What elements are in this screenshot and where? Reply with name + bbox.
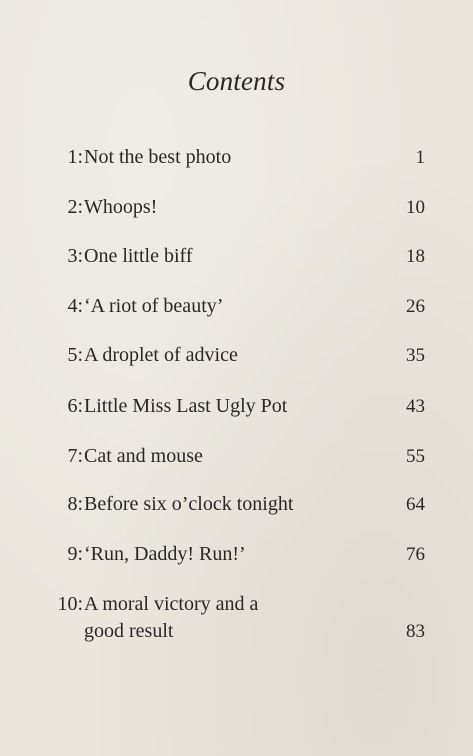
chapter-title: Cat and mouse (84, 445, 203, 467)
page-number: 26 (406, 296, 425, 317)
chapter-number: 2: (67, 196, 83, 218)
page-number: 64 (406, 494, 425, 515)
chapter-number: 9: (67, 543, 83, 565)
chapter-title-continued: good result (84, 620, 174, 642)
chapter-number: 3: (67, 245, 83, 267)
chapter-number: 1: (67, 146, 83, 168)
chapter-title: ‘Run, Daddy! Run!’ (84, 543, 246, 565)
chapter-title: A droplet of advice (84, 344, 238, 366)
page-number: 43 (406, 396, 425, 417)
chapter-number: 4: (67, 295, 83, 317)
chapter-title: A moral victory and a (84, 593, 259, 615)
chapter-title: Before six o’clock tonight (84, 493, 294, 515)
page-number: 10 (406, 197, 425, 218)
chapter-title: One little biff (84, 245, 193, 267)
page-number: 55 (406, 446, 425, 467)
chapter-number: 10: (57, 593, 83, 615)
chapter-number: 8: (67, 493, 83, 515)
chapter-number: 7: (67, 445, 83, 467)
chapter-number: 6: (67, 395, 83, 417)
chapter-title: Little Miss Last Ugly Pot (84, 395, 288, 417)
page-number: 18 (406, 246, 425, 267)
chapter-title: ‘A riot of beauty’ (84, 295, 224, 317)
page-number: 1 (415, 147, 425, 168)
chapter-title: Whoops! (84, 196, 158, 218)
page-number: 35 (406, 345, 425, 366)
page-number: 76 (406, 544, 425, 565)
page-number: 83 (406, 621, 425, 642)
contents-heading: Contents (187, 66, 286, 96)
chapter-title: Not the best photo (84, 146, 232, 168)
chapter-number: 5: (67, 344, 83, 366)
